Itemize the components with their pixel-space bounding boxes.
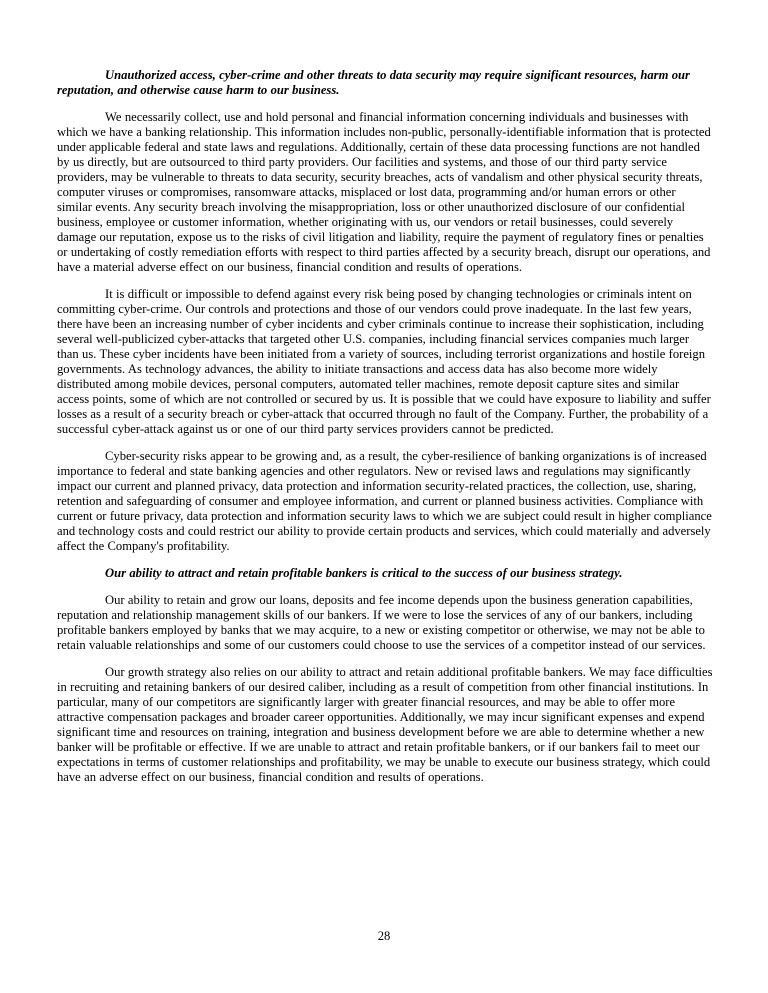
paragraph: Cyber-security risks appear to be growing and, as a result, the cyber-resilience of banking organizations is of increased importance to federal and state banking agencies and other regulators. New or revised laws and regulations may significantly impact our current and planned privacy, data protection and information security-related practices, the collection, use, sharing, retention and safeguarding of consumer and employee information, and current or planned business activities. Compliance with current or future privacy, data protection and information security laws to which we are subject could result in higher compliance and technology costs and could restrict our ability to provide certain products and services, which could materially and adversely affect the Company's profitability. bbox=[57, 449, 712, 553]
risk-factor-heading-cyber-security: Unauthorized access, cyber-crime and other threats to data security may require significant resources, harm our reputation, and otherwise cause harm to our business. bbox=[57, 68, 690, 97]
page-number: 28 bbox=[377, 929, 391, 943]
paragraph: Our growth strategy also relies on our ability to attract and retain additional profitable bankers. We may face difficulties in recruiting and retaining bankers of our desired caliber, including as a result of competition from other financial institutions. In particular, many of our competitors are significantly larger with greater financial resources, and may be able to offer more attractive compensation packages and broader career opportunities. Additionally, we may incur significant expenses and expend significant time and resources on training, integration and business development before we are able to determine whether a new banker will be profitable or effective. If we are unable to attract and retain profitable bankers, or if our bankers fail to meet our expectations in terms of customer relationships and profitability, we may be unable to execute our business strategy, which could have an adverse effect on our business, financial condition and results of operations. bbox=[57, 665, 713, 784]
page-body bbox=[57, 68, 713, 797]
risk-factor-heading-bankers: Our ability to attract and retain profitable bankers is critical to the success of our business strategy. bbox=[105, 566, 623, 580]
paragraph: We necessarily collect, use and hold personal and financial information concerning individuals and businesses with which we have a banking relationship. This information includes non-public, personally-identifiable information that is protected under applicable federal and state laws and regulations. Additionally, certain of these data processing functions are not handled by us directly, but are outsourced to third party providers. Our facilities and systems, and those of our third party service providers, may be vulnerable to threats to data security, security breaches, acts of vandalism and other physical security threats, computer viruses or compromises, ransomware attacks, misplaced or lost data, programming and/or human errors or other similar events. Any security breach involving the misappropriation, loss or other unauthorized disclosure of our confidential business, employee or customer information, whether originating with us, our vendors or retail businesses, could severely damage our reputation, expose us to the risks of civil litigation and liability, require the payment of regulatory fines or penalties or undertaking of costly remediation efforts with respect to third parties affected by a security breach, disrupt our operations, and have a material adverse effect on our business, financial condition and results of operations. bbox=[57, 110, 711, 274]
paragraph: It is difficult or impossible to defend against every risk being posed by changing technologies or criminals intent on committing cyber-crime. Our controls and protections and those of our vendors could prove inadequate. In the last few years, there have been an increasing number of cyber incidents and cyber criminals continue to increase their sophistication, including several well-publicized cyber-attacks that targeted other U.S. companies, including financial services companies much larger than us. These cyber incidents have been initiated from a variety of sources, including terrorist organizations and hostile foreign governments. As technology advances, the ability to initiate transactions and access data has also become more widely distributed among mobile devices, personal computers, automated teller machines, remote deposit capture sites and similar access points, some of which are not controlled or secured by us. It is possible that we could have exposure to liability and suffer losses as a result of a security breach or cyber-attack that occurred through no fault of the Company. Further, the probability of a successful cyber-attack against us or one of our third party services providers cannot be predicted. bbox=[57, 287, 711, 436]
paragraph: Our ability to retain and grow our loans, deposits and fee income depends upon the business generation capabilities, reputation and relationship management skills of our bankers. If we were to lose the services of any of our bankers, including profitable bankers employed by banks that we may acquire, to a new or existing competitor or otherwise, we may not be able to retain valuable relationships and some of our customers could choose to use the services of a competitor instead of our services. bbox=[57, 593, 706, 652]
